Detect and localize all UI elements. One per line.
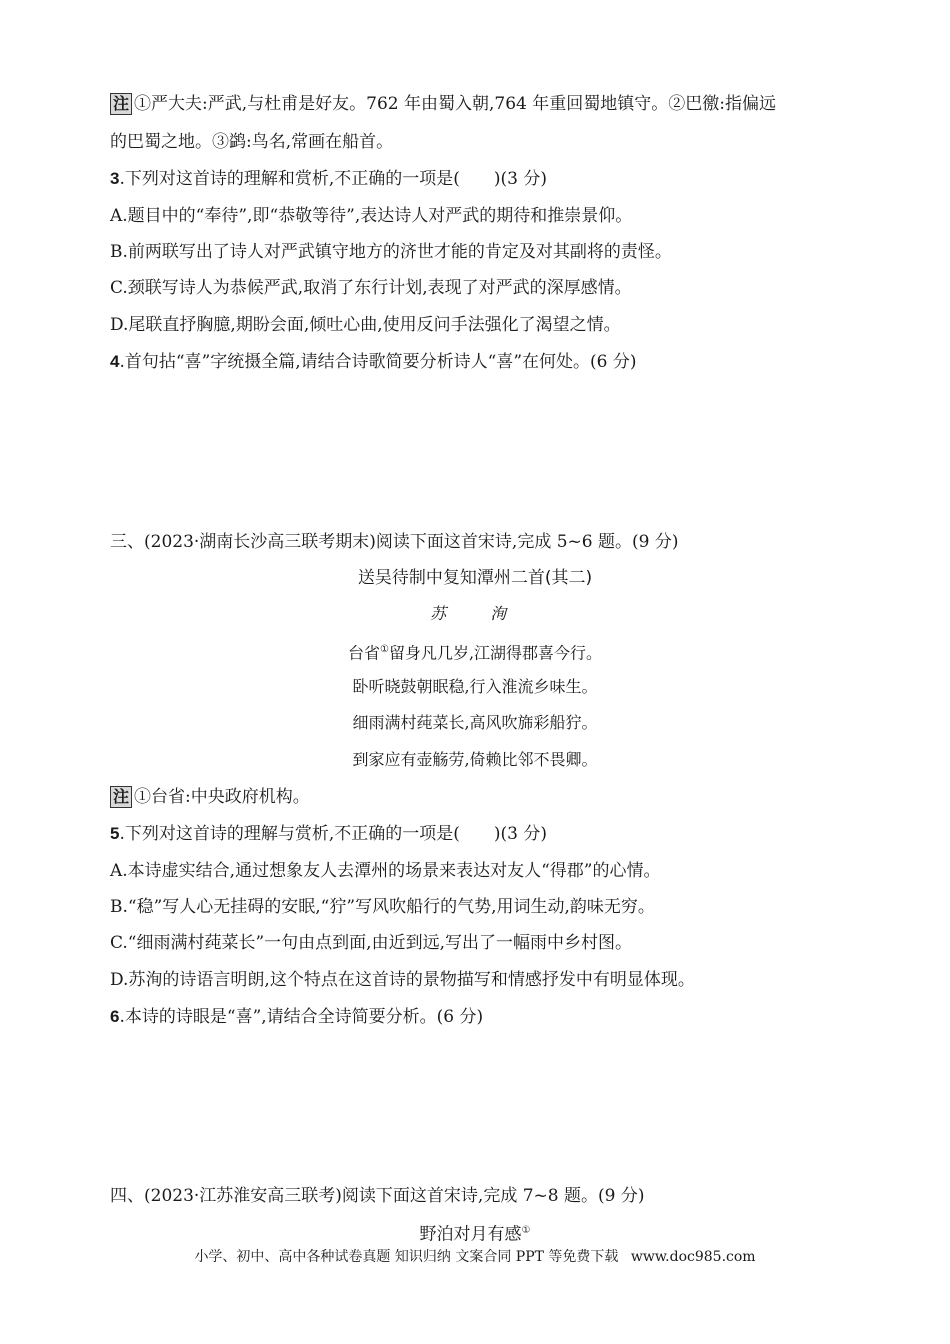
footer-text: 小学、初中、高中各种试卷真题 知识归纳 文案合同 PPT 等免费下载 (194, 1249, 619, 1265)
question-3 (110, 167, 547, 191)
option-c: C.颈联写诗人为恭候严武,取消了东行计划,表现了对严武的深厚感情。 (110, 278, 632, 298)
option-b: B.前两联写出了诗人对严武镇守地方的济世才能的肯定及对其副将的责怪。 (110, 242, 672, 262)
question-stem: .本诗的诗眼是“喜”,请结合全诗简要分析。(6 分) (119, 1007, 484, 1027)
note-text: ①严大夫:严武,与杜甫是好友。762 年由蜀入朝,764 年重回蜀地镇守。②巴徼:指偏远 (134, 94, 776, 114)
poem-text: 台省 (347, 643, 380, 663)
section-4-heading: 四、(2023·江苏淮安高三联考)阅读下面这首宋诗,完成 7~8 题。(9 分) (110, 1186, 645, 1206)
question-4 (110, 350, 637, 374)
option-d: D.苏洵的诗语言明朗,这个特点在这首诗的景物描写和情感抒发中有明显体现。 (110, 970, 695, 990)
poem-line-3: 细雨满村莼菜长,高风吹旆彩船狞。 (352, 713, 598, 732)
question-stem: .下列对这首诗的理解与赏析,不正确的一项是( )(3 分) (119, 824, 548, 844)
footnote-marker: ① (379, 644, 389, 655)
poem-line-1 (0, 638, 950, 665)
question-5 (110, 822, 547, 846)
option-a: A.题目中的“奉待”,即“恭敬等待”,表达诗人对严武的期待和推崇景仰。 (110, 206, 633, 226)
footer-link[interactable]: www.doc985.com (630, 1249, 756, 1265)
poem-author: 苏 洵 (429, 604, 520, 623)
poem-text: 留身凡几岁,江湖得郡喜今行。 (388, 643, 603, 663)
note-1-line-1 (110, 92, 776, 116)
page-footer (0, 1246, 950, 1268)
question-6 (110, 1005, 483, 1029)
note-2 (110, 785, 310, 809)
note-marker: 注 (110, 93, 132, 115)
poem-title: 送吴待制中复知潭州二首(其二) (357, 568, 593, 588)
question-number: 6 (110, 1007, 120, 1026)
poem-title (0, 1219, 950, 1247)
note-1-line-2: 的巴蜀之地。③鹢:鸟名,常画在船首。 (110, 132, 394, 152)
option-a: A.本诗虚实结合,通过想象友人去潭州的场景来表达对友人“得郡”的心情。 (110, 861, 661, 881)
option-c: C.“细雨满村莼菜长”一句由点到面,由近到远,写出了一幅雨中乡村图。 (110, 933, 632, 953)
question-stem: .下列对这首诗的理解和赏析,不正确的一项是( )(3 分) (119, 169, 548, 189)
note-text: ①台省:中央政府机构。 (134, 787, 310, 807)
poem-line-2: 卧听晓鼓朝眠稳,行入淮流乡味生。 (352, 677, 598, 696)
poem-line-4: 到家应有壶觞劳,倚赖比邻不畏卿。 (352, 750, 598, 769)
question-number: 5 (110, 824, 120, 843)
section-3-heading: 三、(2023·湖南长沙高三联考期末)阅读下面这首宋诗,完成 5~6 题。(9 分) (110, 532, 679, 552)
note-marker: 注 (110, 786, 132, 808)
poem-title-text: 野泊对月有感 (419, 1224, 522, 1245)
option-d: D.尾联直抒胸臆,期盼会面,倾吐心曲,使用反问手法强化了渴望之情。 (110, 315, 621, 335)
question-number: 4 (110, 352, 120, 371)
option-b: B.“稳”写人心无挂碍的安眠,“狞”写风吹船行的气势,用词生动,韵味无穷。 (110, 897, 655, 917)
question-number: 3 (110, 169, 120, 188)
footnote-marker: ① (521, 1225, 531, 1236)
question-stem: .首句拈“喜”字统摄全篇,请结合诗歌简要分析诗人“喜”在何处。(6 分) (119, 352, 637, 372)
